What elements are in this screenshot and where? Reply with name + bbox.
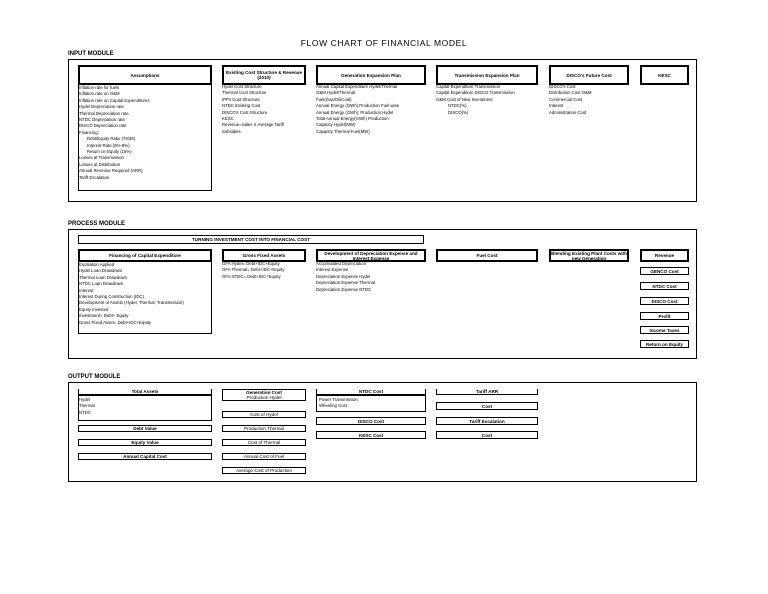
generation-cost-header: Generation Cost <box>246 390 282 395</box>
generation-plan-header: Generation Expansion Plan <box>316 65 426 85</box>
list-item: Accumulated Depreciation <box>316 261 367 266</box>
list-item: DISCO(%) <box>448 109 469 115</box>
debt-value-box: Debt Value <box>78 425 212 432</box>
list-item: Annual Energy (GWh): Production Hydel <box>316 109 394 115</box>
list-item: Fuel(Gas/Oil/Coal) <box>316 96 352 102</box>
generation-plan-list <box>316 84 426 135</box>
cost-of-hydel-box: Cost of Hydel <box>222 411 306 418</box>
process-banner: TURNING INVESTMENT COST INTO FINANCIAL COST <box>78 235 424 244</box>
tariff-escalation-box: Tariff Escalation <box>436 417 538 425</box>
list-item: Subsidies <box>222 128 241 134</box>
list-item: Hydel Cost Structure <box>222 84 262 89</box>
list-item: Equity Invested <box>79 306 109 312</box>
genco-cost-box: GENCO Cost <box>640 267 689 275</box>
list-item: Interest <box>79 287 94 293</box>
list-item: Development of Assets (Hydel, Thermal, Transmission) <box>79 300 184 306</box>
total-assets-header: Total Assets <box>78 389 212 395</box>
list-item: Administration Cost <box>549 109 587 115</box>
list-item: Gross Fixed Asset= Debt+IDC+Equity <box>79 319 152 325</box>
list-item: Debt/Equity Ratio (70/30) <box>87 136 136 142</box>
profit-box: Profit <box>640 312 689 320</box>
list-item: Interest Expense <box>316 267 349 273</box>
list-item: Interest Rate (6%-8%) <box>87 142 130 148</box>
annual-capital-cost-box: Annual Capital Cost <box>78 453 212 460</box>
transmission-plan-header: Transmission Expansion Plan <box>436 65 538 85</box>
list-item: DISCO's Cost Structure <box>222 109 268 115</box>
ntdc-cost-header: NTDC Cost <box>316 389 426 395</box>
list-item: NTDC Loan Drawdown <box>79 281 124 287</box>
list-item: Power Transmission <box>319 397 358 402</box>
list-item: Commercial Cost <box>549 96 582 102</box>
list-item: Losses at Transmission <box>79 155 124 161</box>
existing-cost-list <box>222 84 306 135</box>
list-item: Return on Equity (15%) <box>87 149 132 155</box>
transmission-plan-list <box>436 84 538 116</box>
list-item: DISCO's Cost <box>549 84 576 89</box>
list-item: NTDC Depreciation rate <box>79 117 125 123</box>
disco-cost-output-box: DISCO Cost <box>316 417 426 425</box>
list-item: Capacity Hydel(MW) <box>316 122 356 128</box>
list-item: Escalation Applied <box>79 262 115 267</box>
gross-fixed-assets-header: Gross Fixed Assets <box>222 249 306 262</box>
list-item: Inflation rate for fuels <box>79 85 120 90</box>
list-item: Capital Expenditure Transmission <box>436 84 501 89</box>
list-item: Capacity Thermal Fuel(MW) <box>316 128 370 134</box>
output-module-label: OUTPUT MODULE <box>68 374 121 380</box>
return-on-equity-box: Return on Equity <box>640 340 689 348</box>
list-item: Depreciation Expense NTDC <box>316 286 372 292</box>
page-title: FLOW CHART OF FINANCIAL MODEL <box>300 38 468 48</box>
tariff-cost-box-1: Cost <box>436 402 538 410</box>
tariff-cost-box-2: Cost <box>436 431 538 439</box>
list-item: O&M Hydel/Thermal <box>316 90 355 96</box>
list-item: Tariff Escalation <box>79 174 110 180</box>
disco-cost-box: DISCO Cost <box>640 297 689 305</box>
list-item: Financing: <box>79 129 99 135</box>
list-item: NTDC(%) <box>448 103 467 109</box>
assumptions-list <box>78 84 212 191</box>
total-assets-list <box>78 395 212 421</box>
depreciation-header: Development of Depreciation Expense and Interest Expense <box>316 249 426 262</box>
list-item: IPPs Cost Structure <box>222 96 260 102</box>
list-item: Annual Revenue Required (ARR) <box>79 168 143 174</box>
list-item: NTDC <box>79 409 91 415</box>
depreciation-list <box>316 261 426 293</box>
existing-cost-header: Existing Cost Structure & Revenue (2010) <box>222 65 306 85</box>
kesc-cost-box: KESC Cost <box>316 431 426 439</box>
production-hydel-label: Production Hydel <box>246 395 282 400</box>
fuel-cost-header: Fuel Cost <box>436 249 538 262</box>
ntdc-cost-list <box>316 395 426 412</box>
list-item: Depreciation Expense Thermal <box>316 280 375 286</box>
list-item: Thermal Cost Structure <box>222 90 267 96</box>
list-item: Revenue=Sales X Average Tariff <box>222 122 284 128</box>
list-item: O&M Cost of New Investment <box>436 96 493 102</box>
cost-of-thermal-box: Cost of Thermal <box>222 439 306 446</box>
list-item: Distribution Cost O&M <box>549 90 592 96</box>
list-item: Annual Capital Expenditure Hydel/Thermal <box>316 84 398 89</box>
list-item: NTDC Existing Cost <box>222 103 261 109</box>
assumptions-header: Assumptions <box>78 65 212 85</box>
tariff-arr-header: Tariff ARR <box>436 389 538 395</box>
list-item: Inflation rate on Capital Expenditures <box>79 97 150 103</box>
financing-header: Financing of Capital Expenditure <box>78 249 212 262</box>
annual-cost-of-fuel-box: Annual Cost of Fuel <box>222 453 306 460</box>
list-item: Depreciation Expense Hydel <box>316 273 371 279</box>
list-item: Annual Energy (GWh) Production Fuel wise <box>316 103 400 109</box>
list-item: Interest <box>549 103 564 109</box>
financing-list <box>78 261 212 334</box>
list-item: Inflation rate on O&M <box>79 91 120 97</box>
ntdc-cost-box: NTDC Cost <box>640 282 689 290</box>
income-taxes-box: Income Taxes <box>640 326 689 334</box>
list-item: Hydel Loan Drawdown <box>79 268 123 274</box>
list-item: Losses at Distribution <box>79 161 121 167</box>
list-item: Hydel Depreciation rate <box>79 104 124 110</box>
list-item: GFA Thermal= Debt+IDC+Equity <box>222 267 285 273</box>
disco-future-cost-header: DISCO's Future Cost <box>549 65 629 85</box>
disco-future-cost-list <box>549 84 629 116</box>
equity-value-box: Equity Value <box>78 439 212 446</box>
list-item: DISCO Depreciation rate <box>79 123 127 129</box>
list-item: Thermal Depreciation rate <box>79 110 129 116</box>
kesc-header: KESC <box>640 65 689 85</box>
list-item: Wheeling Cost <box>319 403 347 409</box>
gross-fixed-assets-list <box>222 261 306 280</box>
generation-cost-box <box>222 389 306 401</box>
list-item: GFA Hydel= Debt+IDC+Equity <box>222 261 280 266</box>
list-item: Thermal <box>79 403 95 409</box>
revenue-box: Revenue <box>640 249 689 262</box>
average-cost-of-production-box: Average Cost of Production <box>222 467 306 474</box>
blending-header: Blending Existing Plant Costs with new Generation <box>549 249 629 262</box>
list-item: Investment= Debt+ Equity <box>79 313 129 319</box>
process-module-label: PROCESS MODULE <box>68 221 126 227</box>
list-item: KESC <box>222 116 234 122</box>
production-thermal-box: Production Thermal <box>222 425 306 432</box>
list-item: Hydel <box>79 397 90 402</box>
list-item: Thermal Loan Drawdown <box>79 274 128 280</box>
list-item: GFA NTDC= Debt+IDC+Equity <box>222 273 281 279</box>
input-module-label: INPUT MODULE <box>68 51 114 57</box>
list-item: Capital Expenditure DISCO Transmission <box>436 90 515 96</box>
list-item: Interest During Construction (IDC) <box>79 294 144 300</box>
list-item: Total Annual Energy(GWh) Production <box>316 116 389 122</box>
